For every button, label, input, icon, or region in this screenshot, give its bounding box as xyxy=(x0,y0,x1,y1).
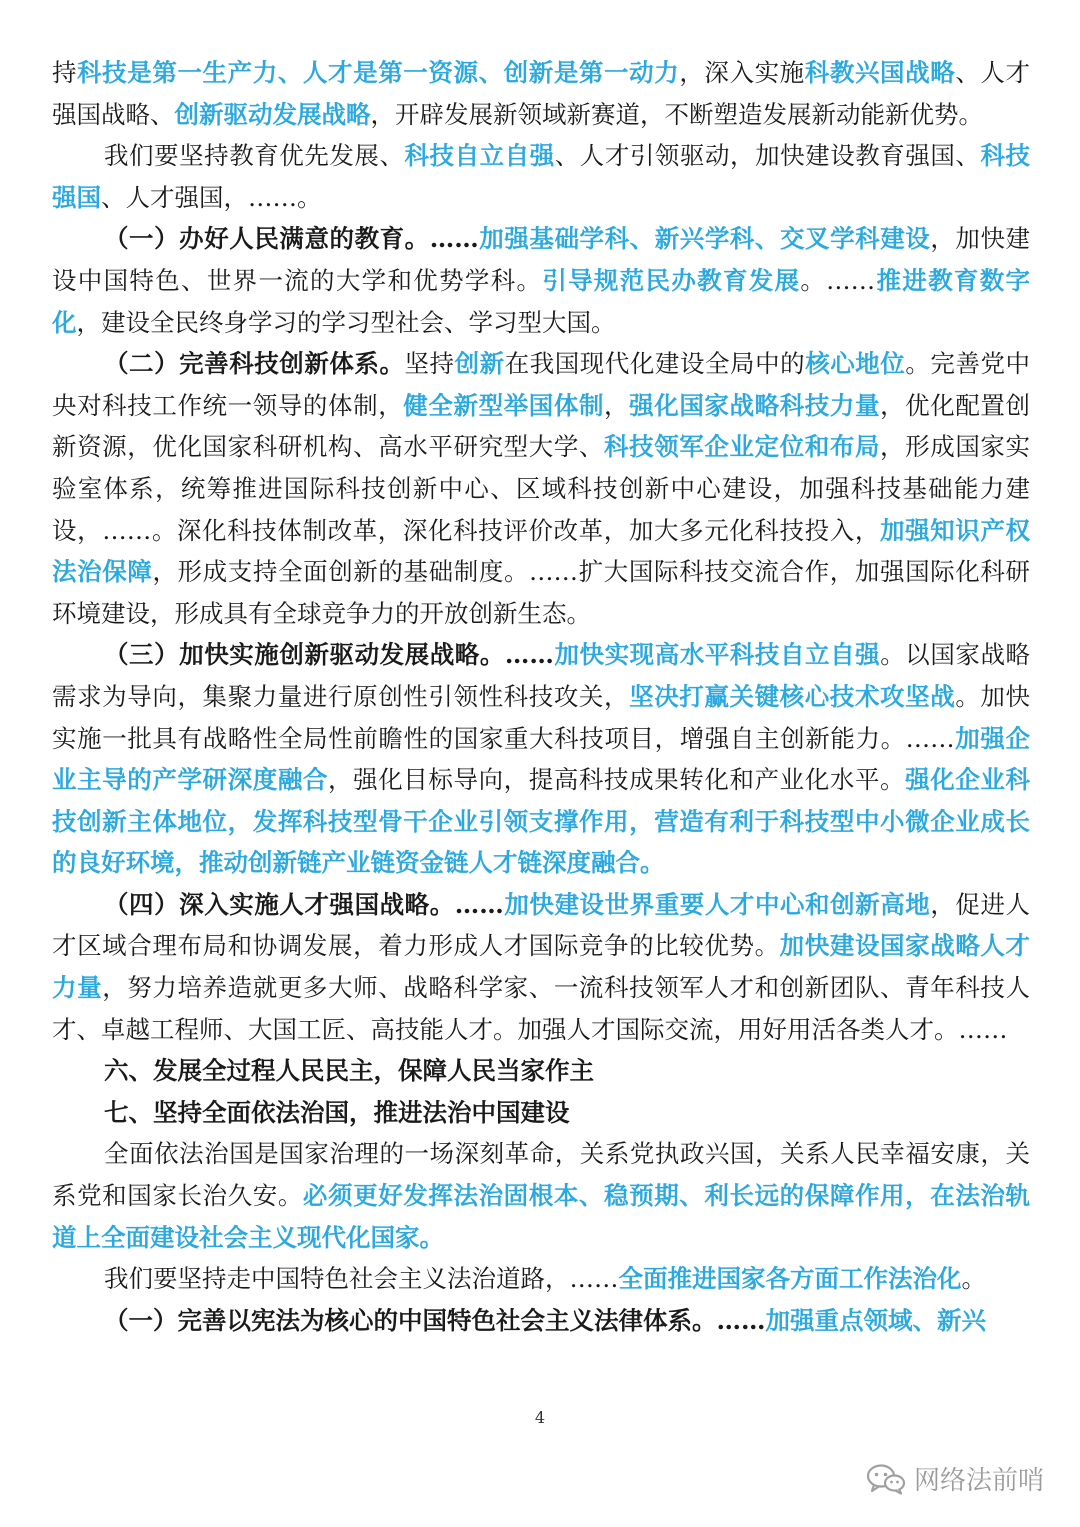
watermark-text: 网络法前哨 xyxy=(913,1466,1044,1496)
text-run: 。加快实施一批具有战略性全局性前瞻性的国家重大科技项目，增强自主创新能力。…… xyxy=(52,681,1031,753)
highlighted-text: 加强基础学科、新兴学科、交叉学科建设 xyxy=(478,224,931,254)
text-run: 全面依法治国是国家治理的一场深刻革命，关系党执政兴国，关系人民幸福安康，关系党和国家长治久安。 xyxy=(52,1139,1030,1211)
text-run: 。完善党中央对科技工作统一领导的体制， xyxy=(52,349,1031,420)
text-run: ，形成国家实验室体系，统筹推进国际科技创新中心、区域科技创新中心建设，加强科技基础能力建设，……。深化科技体制改革，深化科技评价改革，加大多元化科技投入， xyxy=(52,432,1031,545)
paragraph xyxy=(52,1258,1030,1300)
text-run: ，建设全民终身学习的学习型社会、学习型大国。 xyxy=(76,307,616,337)
text-run: 。 xyxy=(961,1264,986,1294)
highlighted-text: 加快实现高水平科技自立自强 xyxy=(553,640,881,670)
paragraph xyxy=(52,884,1030,1050)
highlighted-text: 加强企业主导的产学研深度融合 xyxy=(52,723,1030,795)
highlighted-text: 科技领军企业定位和布局 xyxy=(604,432,881,462)
bold-text: （三）加快实施创新驱动发展战略。…… xyxy=(104,640,554,670)
section-heading xyxy=(52,1050,1030,1092)
text-run: ，强化目标导向，提高科技成果转化和产业化水平。 xyxy=(328,765,906,795)
text-run: 、人才强国，……。 xyxy=(101,182,322,212)
highlighted-text: 坚决打赢关键核心技术攻坚战 xyxy=(629,681,956,711)
text-run: ，优化配置创新资源，优化国家科研机构、高水平研究型大学、 xyxy=(52,390,1031,462)
wechat-icon xyxy=(866,1463,906,1495)
document-body xyxy=(52,52,1030,1341)
highlighted-text: 创新驱动发展战略 xyxy=(174,99,371,129)
highlighted-text: 加快建设世界重要人才中心和创新高地 xyxy=(503,889,931,919)
paragraph xyxy=(52,1133,1030,1258)
bold-text: 六、发展全过程人民民主，保障人民当家作主 xyxy=(104,1056,594,1086)
page-number: 4 xyxy=(534,1408,546,1427)
highlighted-text: 核心地位 xyxy=(805,349,906,379)
text-run: 、人才引领驱动，加快建设教育强国、 xyxy=(554,141,981,171)
text-run: 。…… xyxy=(800,265,876,295)
highlighted-text: 加强知识产权法治保障 xyxy=(52,515,1031,587)
text-run: 我们要坚持走中国特色社会主义法治道路，…… xyxy=(104,1264,619,1294)
highlighted-text: 科教兴国战略 xyxy=(804,58,956,87)
highlighted-text: 推进教育数字化 xyxy=(52,265,1031,337)
text-run: 持 xyxy=(52,58,78,87)
paragraph xyxy=(52,634,1030,884)
highlighted-text: 科技自立自强 xyxy=(404,141,555,171)
text-run: 在我国现代化建设全局中的 xyxy=(504,349,806,379)
highlighted-text: 健全新型举国体制 xyxy=(403,390,605,420)
highlighted-text: 科技是第一生产力、人才是第一资源、创新是第一动力 xyxy=(77,58,680,87)
text-run: ，加快建设中国特色、世界一流的大学和优势学科。 xyxy=(52,224,1031,295)
paragraph xyxy=(52,343,1030,634)
text-run: ，促进人才区域合理布局和协调发展，着力形成人才国际竞争的比较优势。 xyxy=(52,889,1031,961)
highlighted-text: 引导规范民办教育发展 xyxy=(542,265,801,295)
paragraph xyxy=(52,135,1030,218)
bold-text: 七、坚持全面依法治国，推进法治中国建设 xyxy=(104,1097,570,1127)
text-run: ，深入实施 xyxy=(679,58,805,87)
highlighted-text: 必须更好发挥法治固根本、稳预期、利长远的保障作用，在法治轨道上全面建设社会主义现代化国家。 xyxy=(52,1181,1030,1252)
highlighted-text: 强化国家战略科技力量 xyxy=(629,390,881,420)
text-run: ， xyxy=(604,390,630,420)
bold-text: （一）办好人民满意的教育。…… xyxy=(104,224,479,254)
paragraph xyxy=(52,1300,1030,1342)
text-run: ，开辟发展新领域新赛道，不断塑造发展新动能新优势。 xyxy=(370,99,983,129)
bold-text: （一）完善以宪法为核心的中国特色社会主义法律体系。…… xyxy=(104,1305,766,1335)
highlighted-text: 加快建设国家战略人才力量 xyxy=(52,931,1030,1003)
text-run: 坚持 xyxy=(404,349,455,379)
highlighted-text: 创新 xyxy=(454,349,505,379)
text-run: ，努力培养造就更多大师、战略科学家、一流科技领军人才和创新团队、青年科技人才、卓越工程师、大国工匠、高技能人才。加强人才国际交流，用好用活各类人才。…… xyxy=(52,973,1030,1044)
watermark xyxy=(866,1460,1044,1497)
text-run: 。以国家战略需求为导向，集聚力量进行原创性引领性科技攻关， xyxy=(52,640,1031,711)
bold-text: （四）深入实施人才强国战略。…… xyxy=(104,889,504,919)
bold-text: （二）完善科技创新体系。 xyxy=(104,349,405,379)
text-run: ，形成支持全面创新的基础制度。……扩大国际科技交流合作，加强国际化科研环境建设，形成具有全球竞争力的开放创新生态。 xyxy=(52,557,1031,628)
highlighted-text: 全面推进国家各方面工作法治化 xyxy=(618,1264,962,1294)
section-heading xyxy=(52,1092,1030,1134)
highlighted-text: 强化企业科技创新主体地位，发挥科技型骨干企业引领支撑作用，营造有利于科技型中小微企业成长的良好环境，推动创新链产业链资金链人才链深度融合。 xyxy=(52,765,1031,878)
highlighted-text: 科技强国 xyxy=(52,141,1031,212)
paragraph xyxy=(52,52,1030,135)
text-run: 、人才强国战略、 xyxy=(52,58,1031,129)
text-run: 我们要坚持教育优先发展、 xyxy=(104,141,405,171)
highlighted-text: 加强重点领域、新兴 xyxy=(765,1305,986,1335)
paragraph xyxy=(52,218,1030,343)
